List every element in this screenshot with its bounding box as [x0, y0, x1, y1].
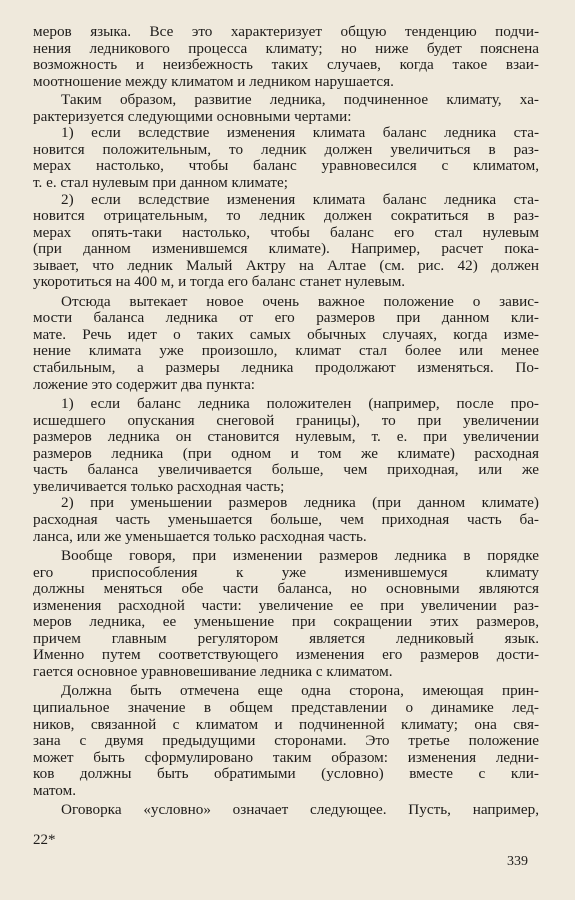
text-line: 1) если вследствие изменения климата баланс ледника ста-: [61, 124, 539, 142]
text-line: Оговорка «условно» означает следующее. Пусть, например,: [61, 801, 539, 819]
text-line: нение климата уже произошло, климат стал более или менее: [33, 342, 539, 360]
text-line: возможность и неизбежность таких случаев, когда такое взаи-: [33, 56, 539, 74]
text-line: моотношение между климатом и ледником нарушается.: [33, 72, 394, 90]
text-line: ложение это содержит два пункта:: [33, 375, 256, 393]
text-line: (при данном изменившемся климате). Например, расчет пока-: [33, 240, 539, 258]
text-line: гается основное уравновешивание ледника с климатом.: [33, 662, 393, 680]
text-line: расходная часть уменьшается больше, чем приходная часть ба-: [33, 510, 539, 528]
text-line: ников, связанной с климатом и подчиненной климату; она свя-: [33, 715, 539, 733]
text-line: Вообще говоря, при изменении размеров ледника в порядке: [61, 547, 539, 565]
text-line: зывает, что ледник Малый Актру на Алтае (см. рис. 42) должен: [33, 256, 539, 274]
page-number: 339: [507, 854, 528, 869]
signature-mark: 22*: [33, 832, 56, 848]
text-line: рактеризуется следующими основными чертами:: [33, 107, 352, 125]
text-line: новится отрицательным, то ледник должен сократиться в раз-: [33, 207, 539, 225]
text-line: размеров ледника он становится нулевым, т. е. при увеличении: [33, 428, 539, 446]
text-line: меров языка. Все это характеризует общую тенденцию подчи-: [33, 23, 539, 40]
text-line: 2) при уменьшении размеров ледника (при данном климате): [61, 494, 539, 512]
text-line: зана с двумя предыдущими сторонами. Это третье положение: [33, 732, 539, 750]
text-line: Должна быть отмечена еще одна сторона, имеющая прин-: [61, 682, 539, 700]
text-line: стабильным, а размеры ледника продолжают изменяться. По-: [33, 359, 539, 376]
text-line: Таким образом, развитие ледника, подчиненное климату, ха-: [61, 91, 539, 109]
text-line: укоротиться на 400 м, и тогда его баланс станет нулевым.: [33, 273, 406, 291]
text-line: исшедшего опускания снеговой границы), то при увеличении: [33, 411, 539, 429]
text-line: 2) если вследствие изменения климата баланс ледника ста-: [61, 190, 539, 208]
text-line: ков должны быть обратимыми (условно) вместе с кли-: [33, 765, 539, 783]
text-line: должны меняться обе части баланса, но основными являются: [33, 580, 539, 598]
text-line: может быть сформулировано таким образом: изменения ледни-: [33, 748, 539, 766]
text-line: мерах настолько, чтобы баланс уравновесился с климатом,: [33, 157, 539, 175]
text-line: его приспособления к уже изменившемуся климату: [33, 563, 539, 581]
text-line: мате. Речь идет о таких самых обычных случаях, когда изме-: [33, 325, 539, 343]
text-line: нения ледникового процесса климату; но ниже будет пояснена: [33, 39, 539, 57]
text-line: ланса, или же уменьшается только расходная часть.: [33, 527, 367, 545]
text-line: изменения расходной части: увеличение ее при увеличении раз-: [33, 596, 539, 614]
text-line: 1) если баланс ледника положителен (например, после про-: [61, 395, 539, 413]
text-line: ципиальное значение в общем представлении о динамике лед-: [33, 699, 539, 716]
text-line: новится положительным, то ледник должен увеличиться в раз-: [33, 140, 539, 158]
text-line: мерах опять-таки настолько, чтобы баланс его стал нулевым: [33, 223, 539, 241]
text-line: Именно путем соответствующего изменения его размеров дости-: [33, 646, 539, 664]
text-line: т. е. стал нулевым при данном климате;: [33, 173, 289, 191]
text-line: меров ледника, ее уменьшение при сокращении этих размеров,: [33, 613, 539, 631]
text-line: часть баланса увеличивается больше, чем приходная, или же: [33, 461, 539, 479]
text-line: размеров ледника (при одном и том же климате) расходная: [33, 444, 539, 462]
text-line: увеличивается только расходная часть;: [33, 477, 285, 495]
text-line: мости баланса ледника от его размеров при данном кли-: [33, 309, 539, 327]
text-line: причем главным регулятором является ледниковый язык.: [33, 629, 539, 647]
text-line: Отсюда вытекает новое очень важное положение о завис-: [61, 292, 539, 310]
text-line: матом.: [33, 781, 77, 799]
